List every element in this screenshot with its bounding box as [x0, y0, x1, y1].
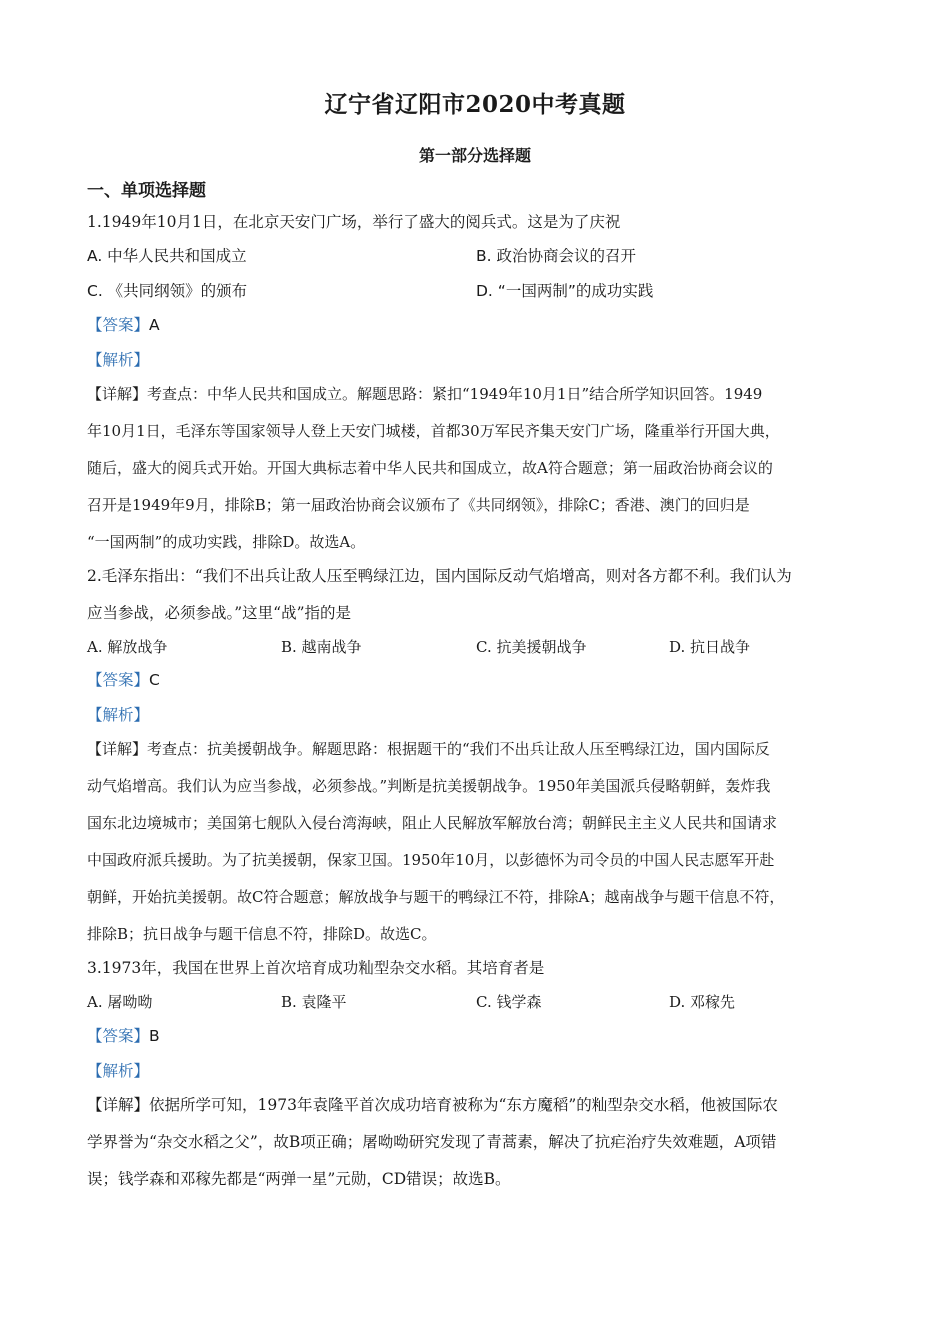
q2-detail-line — [87, 738, 877, 760]
q3-option-a: A. 屠呦呦 — [87, 993, 153, 1011]
q1-option-d: D. “一国两制”的成功实践 — [476, 282, 654, 300]
q2-detail-line: 朝鲜，开始抗美援朝。故C符合题意；解放战争与题干的鸭绿江不符，排除A；越南战争与题干信息不符， — [87, 888, 785, 906]
detail-tag: 【详解】 — [87, 385, 148, 403]
q2-analysis-tag: 【解析】 — [87, 706, 150, 724]
q1-detail-line: 随后，盛大的阅兵式开始。开国大典标志着中华人民共和国成立，故A符合题意；第一届政治协商会议的 — [87, 459, 773, 477]
q3-detail-line: 误；钱学森和邓稼先都是“两弹一星”元勋，CD错误；故选B。 — [87, 1170, 511, 1188]
detail-text: 考查点：中华人民共和国成立。解题思路：紧扣“1949年10月1日”结合所学知识回答。1949 — [147, 385, 763, 403]
detail-text: 依据所学可知，1973年袁隆平首次成功培育被称为“东方魔稻”的籼型杂交水稻，他被国际农 — [149, 1096, 778, 1114]
q1-detail-line — [87, 383, 877, 405]
q2-option-c: C. 抗美援朝战争 — [476, 638, 587, 656]
answer-tag: 【答案】 — [87, 1027, 150, 1045]
q1-option-a: A. 中华人民共和国成立 — [87, 247, 247, 265]
q1-option-c: C. 《共同纲领》的颁布 — [87, 282, 248, 300]
page-title: 辽宁省辽阳市2020中考真题 — [324, 91, 626, 118]
q3-analysis-tag: 【解析】 — [87, 1062, 150, 1080]
q1-stem: 1.1949年10月1日，在北京天安门广场，举行了盛大的阅兵式。这是为了庆祝 — [87, 213, 621, 231]
q1-detail-line: “一国两制”的成功实践，排除D。故选A。 — [87, 533, 366, 551]
answer-tag: 【答案】 — [87, 671, 150, 689]
q1-answer — [87, 314, 877, 336]
q3-detail-line: 学界誉为“杂交水稻之父”，故B项正确；屠呦呦研究发现了青蒿素，解决了抗疟治疗失效难题，A项错 — [87, 1133, 777, 1151]
q2-stem: 应当参战，必须参战。”这里“战”指的是 — [87, 604, 352, 622]
q2-option-a: A. 解放战争 — [87, 638, 168, 656]
q2-detail-line: 动气焰增高。我们认为应当参战，必须参战。”判断是抗美援朝战争。1950年美国派兵侵略朝鲜，轰炸我 — [87, 777, 771, 795]
q3-detail-line — [87, 1094, 877, 1116]
q3-answer — [87, 1025, 877, 1047]
q1-analysis-tag: 【解析】 — [87, 351, 150, 369]
q2-detail-line: 国东北边境城市；美国第七舰队入侵台湾海峡，阻止人民解放军解放台湾；朝鲜民主主义人民共和国请求 — [87, 814, 778, 832]
q2-option-b: B. 越南战争 — [281, 638, 362, 656]
q2-stem: 2.毛泽东指出：“我们不出兵让敌人压至鸭绿江边，国内国际反动气焰增高，则对各方都不利。我们认为 — [87, 567, 792, 585]
q2-option-d: D. 抗日战争 — [669, 638, 751, 656]
section-heading: 一、单项选择题 — [87, 181, 206, 201]
detail-tag: 【详解】 — [87, 1096, 150, 1114]
detail-tag: 【详解】 — [87, 740, 148, 758]
q3-stem: 3.1973年，我国在世界上首次培育成功籼型杂交水稻。其培育者是 — [87, 959, 545, 977]
q1-option-b: B. 政治协商会议的召开 — [476, 247, 636, 265]
q2-answer — [87, 669, 877, 691]
answer-value: A — [149, 316, 160, 334]
part-heading: 第一部分选择题 — [418, 146, 531, 165]
q1-detail-line: 召开是1949年9月，排除B；第一届政治协商会议颁布了《共同纲领》，排除C；香港、澳门的回归是 — [87, 496, 750, 514]
answer-value: B — [149, 1027, 160, 1045]
q3-option-b: B. 袁隆平 — [281, 993, 347, 1011]
answer-tag: 【答案】 — [87, 316, 150, 334]
answer-value: C — [149, 671, 160, 689]
q3-option-d: D. 邓稼先 — [669, 993, 736, 1011]
q3-option-c: C. 钱学森 — [476, 993, 542, 1011]
q1-detail-line: 年10月1日，毛泽东等国家领导人登上天安门城楼，首都30万军民齐集天安门广场，隆重举行开国大典， — [87, 422, 780, 440]
q2-detail-line: 排除B；抗日战争与题干信息不符，排除D。故选C。 — [87, 925, 437, 943]
q2-detail-line: 中国政府派兵援助。为了抗美援朝，保家卫国。1950年10月，以彭德怀为司令员的中国人民志愿军开赴 — [87, 851, 775, 869]
detail-text: 考查点：抗美援朝战争。解题思路：根据题干的“我们不出兵让敌人压至鸭绿江边，国内国际反 — [147, 740, 770, 758]
